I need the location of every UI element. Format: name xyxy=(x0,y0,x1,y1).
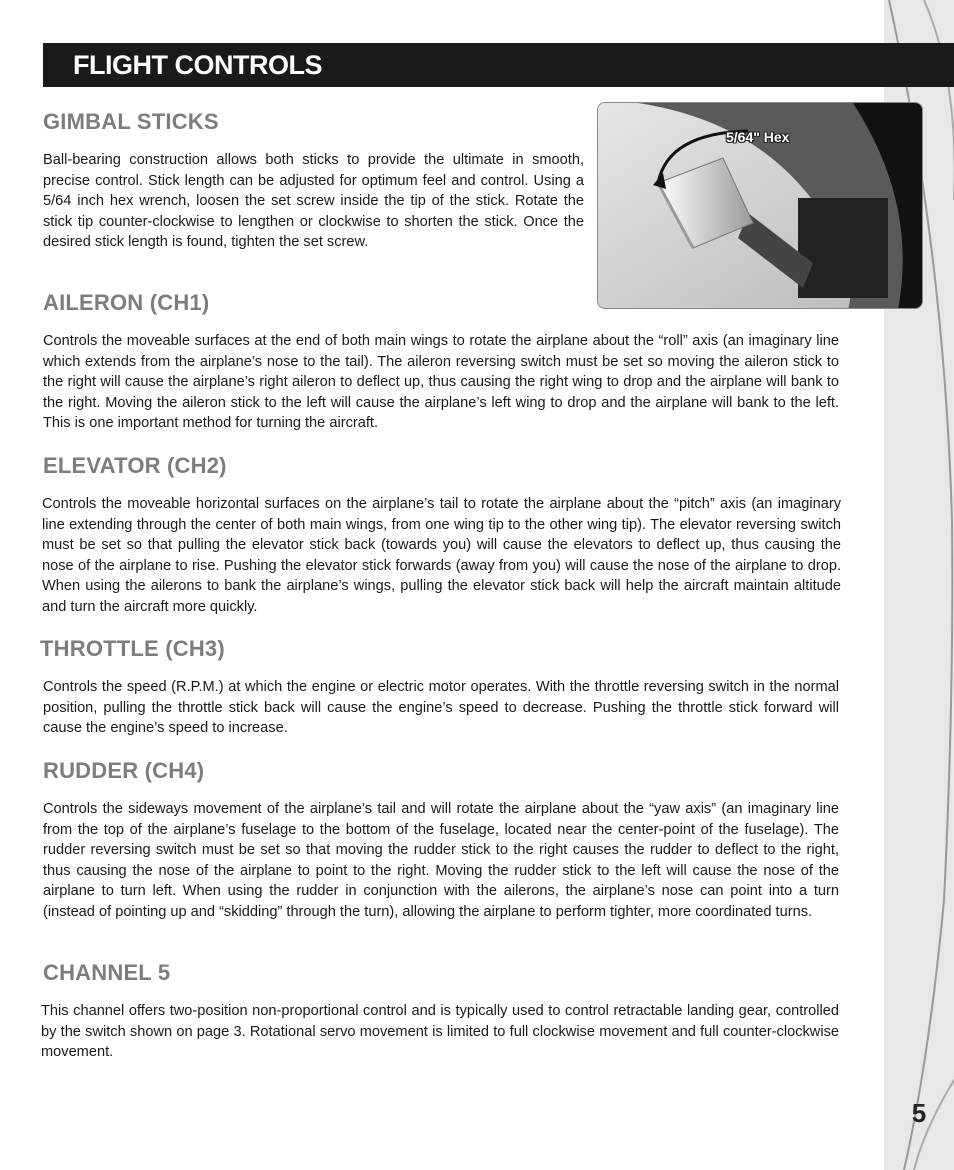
paragraph-throttle: Controls the speed (R.P.M.) at which the engine or electric motor operates. With the throttle reversing switch in the normal position, pulling the throttle stick back will cause the engine’s speed to decrease. Pushing the throttle stick forward will cause the engine’s speed to increase. xyxy=(43,679,839,736)
paragraph-aileron: Controls the moveable surfaces at the end of both main wings to rotate the airplane about the “roll” axis (an imaginary line which extends from the airplane’s nose to the tail). The aileron reversing switch must be set so moving the aileron stick to the right will cause the airplane’s right aileron to deflect up, thus causing the right wing to drop and the airplane will bank to the right. Moving the aileron stick to the left will cause the airplane’s left wing to drop and the airplane will bank to the left. This is one important method for turning the aircraft. xyxy=(43,333,839,431)
paragraph-gimbal: Ball-bearing construction allows both sticks to provide the ultimate in smooth, precise control. Stick length can be adjusted for optimum feel and control. Using a 5/64 inch hex wrench, loosen the set screw inside the tip of the stick. Rotate the stick tip counter-clockwise to lengthen or clockwise to shorten the stick. Once the desired stick length is found, tighten the set screw. xyxy=(43,152,584,250)
section-title-aileron: AILERON (CH1) xyxy=(43,290,210,315)
section-title-elevator: ELEVATOR (CH2) xyxy=(43,453,227,478)
paragraph-elevator: Controls the moveable horizontal surfaces on the airplane’s tail to rotate the airplane about the “pitch” axis (an imaginary line extending through the center of both main wings, from one wing tip to the other wing tip). The elevator reversing switch must be set so that pulling the elevator stick back (towards you) will cause the elevators to deflect up, thus causing the nose of the airplane to rise. Pushing the elevator stick forwards (away from you) will cause the nose of the airplane to drop. When using the ailerons to bank the airplane’s wings, pulling the elevator stick back will help the aircraft maintain altitude and turn the aircraft more quickly. xyxy=(42,496,841,615)
section-title-throttle: THROTTLE (CH3) xyxy=(40,636,225,661)
section-title-gimbal: GIMBAL STICKS xyxy=(43,109,219,134)
section-title-rudder: RUDDER (CH4) xyxy=(43,758,205,783)
gimbal-stick-photo xyxy=(597,102,923,309)
paragraph-rudder: Controls the sideways movement of the airplane’s tail and will rotate the airplane about the “yaw axis” (an imaginary line from the top of the airplane’s fuselage to the bottom of the fuselage, located near the center-point of the fuselage). The rudder reversing switch must be set so that moving the rudder stick to the right causes the rudder to deflect to the right, thus causing the nose of the airplane to point to the right. Moving the rudder stick to the left will cause the nose of the airplane to turn left. When using the rudder in conjunction with the ailerons, the airplane’s nose can point into a turn (instead of pointing up and “skidding” through the turn), allowing the airplane to perform tighter, more coordinated turns. xyxy=(43,801,839,920)
paragraph-channel5: This channel offers two-position non-proportional control and is typically used to control retractable landing gear, controlled by the switch shown on page 3. Rotational servo movement is limited to full clockwise movement and full counter-clockwise movement. xyxy=(41,1003,839,1060)
hex-wrench-label: 5/64" Hex xyxy=(726,129,790,145)
page-header: FLIGHT CONTROLS xyxy=(43,43,954,87)
section-title-channel5: CHANNEL 5 xyxy=(43,960,171,985)
page-number: 5 xyxy=(911,1098,927,1128)
